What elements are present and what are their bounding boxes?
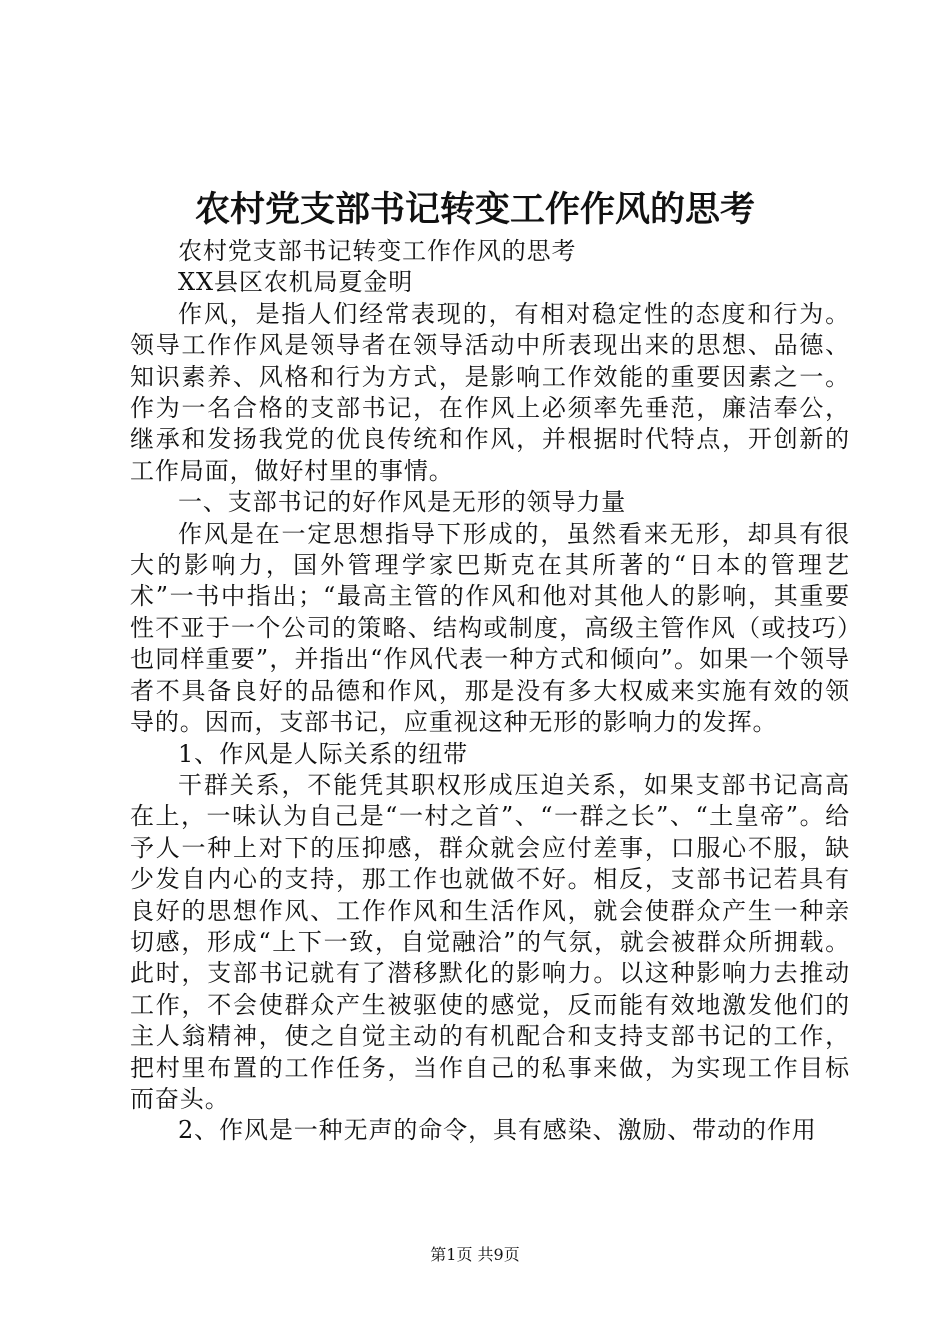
subsection-heading: 2、作风是一种无声的命令，具有感染、激励、带动的作用 <box>178 1116 817 1145</box>
body-paragraph: 作风是在一定思想指导下形成的，虽然看来无形，却具有很大的影响力，国外管理学家巴斯克在其所著的“日本的管理艺术”一书中指出；“最高主管的作风和他对其他人的影响，其重要性不亚于一个公司的策略、结构或制度，高级主管作风（或技巧）也同样重要”，并指出“作风代表一种方式和倾向”。如果一个领导者不具备良好的品德和作风，那是没有多大权威来实施有效的领导的。因而，支部书记，应重视这种无形的影响力的发挥。 <box>130 519 850 737</box>
body-paragraph: 作风，是指人们经常表现的，有相对稳定性的态度和行为。领导工作作风是领导者在领导活动中所表现出来的思想、品德、知识素养、风格和行为方式，是影响工作效能的重要因素之一。作为一名合格的支部书记，在作风上必须率先垂范，廉洁奉公，继承和发扬我党的优良传统和作风，并根据时代特点，开创新的工作局面，做好村里的事情。 <box>130 299 850 485</box>
section-heading: 一、支部书记的好作风是无形的领导力量 <box>178 488 627 517</box>
document-title: 农村党支部书记转变工作作风的思考 <box>194 189 755 230</box>
subsection-heading: 1、作风是人际关系的纽带 <box>178 739 469 768</box>
author-line: XX县区农机局夏金明 <box>178 268 414 297</box>
page-footer: 第1页 共9页 <box>430 1245 520 1264</box>
document-body <box>130 236 850 1147</box>
body-paragraph: 干群关系，不能凭其职权形成压迫关系，如果支部书记高高在上，一味认为自己是“一村之首”、“一群之长”、“土皇帝”。给予人一种上对下的压抑感，群众就会应付差事，口服心不服，缺少发自内心的支持，那工作也就做不好。相反，支部书记若具有良好的思想作风、工作作风和生活作风，就会使群众产生一种亲切感，形成“上下一致，自觉融洽”的气氛，就会被群众所拥载。此时，支部书记就有了潜移默化的影响力。以这种影响力去推动工作，不会使群众产生被驱使的感觉，反而能有效地激发他们的主人翁精神，使之自觉主动的有机配合和支持支部书记的工作，把村里布置的工作任务，当作自己的私事来做，为实现工作目标而奋头。 <box>130 770 850 1113</box>
subtitle-paragraph: 农村党支部书记转变工作作风的思考 <box>178 237 577 265</box>
